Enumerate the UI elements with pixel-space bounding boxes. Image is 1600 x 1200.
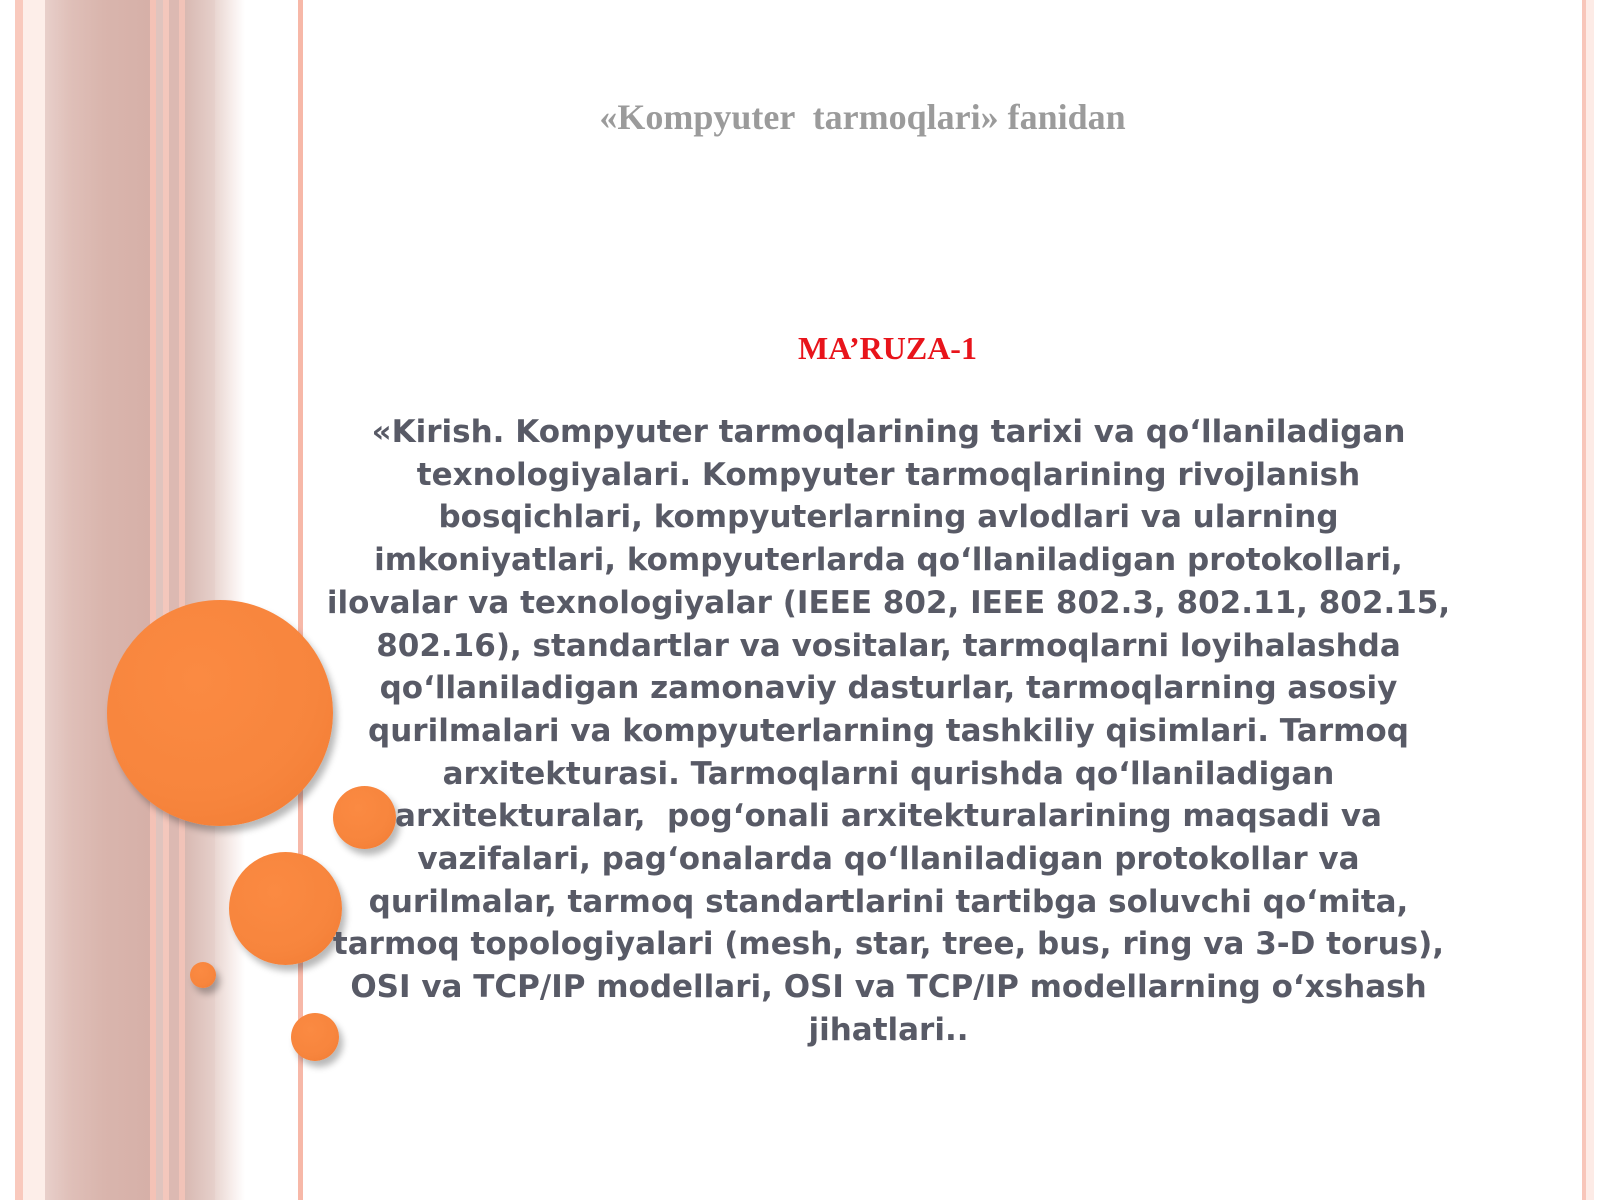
decorative-circle-large: [107, 600, 333, 826]
lecture-topic-text: «Kirish. Kompyuter tarmoqlarining tarixi va qo‘llaniladigan texnologiyalari. Kompyuter tarmoqlarining rivojlanish bosqichlari, kompyuterlarning avlodlari va ularning imkoniyatlari, kompyuterlarda qo‘llaniladigan protokollari, ilovalar va texnologiyalar (IEEE 802, IEEE 802.3, 802.11, 802.15, 802.16), standartlar va vositalar, tarmoqlarni loyihalashda qo‘llaniladigan zamonaviy dasturlar, tarmoqlarning asosiy qurilmalari va kompyuterlarning tashkiliy qisimlari. Tarmoq arxitekturasi. Tarmoqlarni qurishda qo‘llaniladigan arxitekturalar, pog‘onali arxitekturalarining maqsadi va vazifalari, pag‘onalarda qo‘llaniladigan protokollar va qurilmalar, tarmoq standartlarini tartibga soluvchi qo‘mita, tarmoq topologiyalari (mesh, star, tree, bus, ring va 3-D torus), OSI va TCP/IP modellari, OSI va TCP/IP modellarning o‘xshash jihatlari..: [326, 414, 1461, 1048]
decorative-stripe-right: [1586, 0, 1594, 1200]
decorative-stripe: [169, 0, 179, 1200]
decorative-stripe: [23, 0, 45, 1200]
decorative-stripe: [15, 0, 23, 1200]
decorative-stripe: [156, 0, 163, 1200]
decorative-circle-tiny: [190, 962, 216, 988]
lecture-number-heading: MA’RUZA-1: [798, 330, 977, 366]
decorative-stripe: [45, 0, 150, 1200]
course-subject-title: «Kompyuter tarmoqlari» fanidan: [599, 97, 1126, 137]
